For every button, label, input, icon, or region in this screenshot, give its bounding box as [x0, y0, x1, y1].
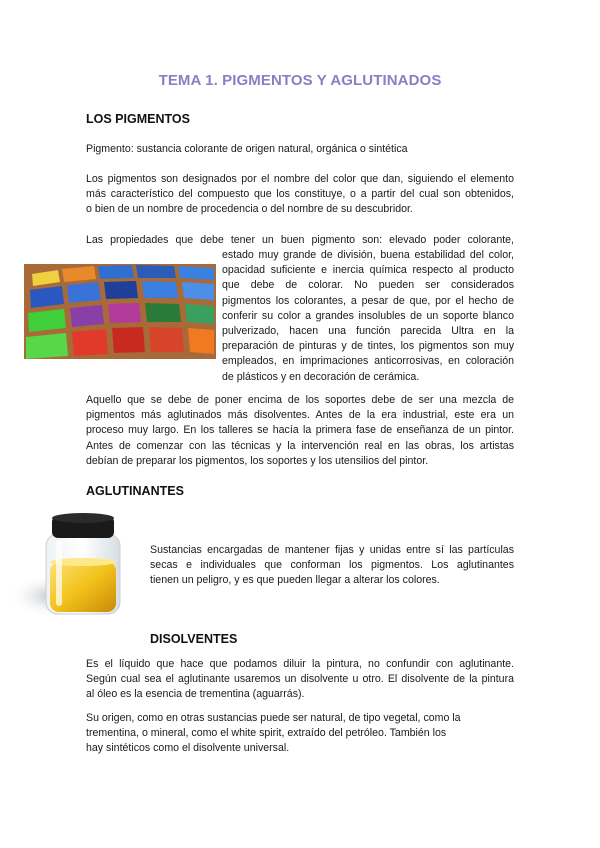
heading-pigmentos: LOS PIGMENTOS — [86, 112, 190, 126]
text-line: empleados, en imprimaciones anticorrosivas, en coloración — [222, 355, 514, 368]
text-line: Aquello que se debe de poner encima de los soportes debe de ser una mezcla de — [86, 394, 514, 406]
binder-jar-image — [6, 512, 146, 622]
pigmentos-paragraph-3 — [86, 393, 514, 469]
text-line: Los pigmentos son designados por el nombre del color que dan, siguiendo el elemento — [86, 173, 514, 185]
text-line: Las propiedades que debe tener un buen pigmento son: elevado poder colorante, — [86, 234, 514, 246]
text-line: de plásticos y en decoración de cerámica. — [222, 370, 420, 383]
pigmentos-paragraph-2-wrapped — [222, 248, 514, 385]
disolventes-paragraph-1 — [86, 657, 514, 703]
disolventes-paragraph-2 — [86, 711, 514, 757]
text-line: pigmentos más aglutinados más disolventes. Antes de la era industrial, este era un — [86, 409, 514, 422]
text-line: hay sintéticos como el disolvente universal. — [86, 742, 290, 755]
text-line: estado muy grande de división, buena estabilidad del color, — [222, 249, 514, 261]
page-title: TEMA 1. PIGMENTOS Y AGLUTINADOS — [158, 72, 442, 89]
pigmentos-paragraph-2-first — [86, 233, 514, 248]
text-line: Es el líquido que hace que podamos diluir la pintura, no confundir con aglutinante. — [86, 658, 514, 670]
heading-disolventes: DISOLVENTES — [150, 632, 238, 646]
aglutinantes-paragraph — [150, 543, 514, 589]
text-line: conferir su color a grandes insolubles de un soporte blanco — [222, 309, 514, 322]
pigmento-definition: Pigmento: sustancia colorante de origen natural, orgánica o sintética — [86, 143, 408, 155]
text-line: Su origen, como en otras sustancias puede ser natural, de tipo vegetal, como la — [86, 712, 461, 724]
text-line: pigmentos los colorantes, a pesar de que, por el hecho de — [222, 294, 514, 307]
text-line: más característico del compuesto que los constituye, o a partir del cual son obtenidos, — [86, 188, 514, 201]
text-line: al óleo es la esencia de trementina (aguarrás). — [86, 688, 305, 701]
text-line: trementina, o mineral, como el white spirit, extraído del petróleo. También los — [86, 727, 447, 740]
text-line: Antes de comenzar con las técnicas y la intervención real en las obras, los artistas — [86, 439, 514, 452]
text-line: secas e individuales que conforman los pigmentos. Los aglutinantes — [150, 559, 514, 572]
pigments-tray-image — [24, 264, 216, 359]
text-line: preparación de pinturas y de tintes, los pigmentos son muy — [222, 340, 514, 353]
text-line: proceso muy largo. En los talleres se hacía la primera fase de enseñanza de un pintor. — [86, 424, 514, 437]
text-line: o bien de un nombre de procedencia o del nombre de su descubridor. — [86, 203, 413, 216]
text-line: tienen un peligro, y es que pueden llegar a alterar los colores. — [150, 574, 440, 587]
text-line: opacidad suficiente e inercia química respecto al producto — [222, 264, 514, 277]
text-line: Según cual sea el aglutinante usaremos un disolvente u otro. El disolvente de la pintura — [86, 673, 514, 686]
text-line: que debe de colorar. No pueden ser considerados — [222, 279, 514, 292]
pigmentos-paragraph-1 — [86, 172, 514, 218]
heading-aglutinantes: AGLUTINANTES — [86, 484, 184, 498]
text-line: debían de preparar los pigmentos, los soportes y los utensilios del pintor. — [86, 454, 429, 467]
text-line: Sustancias encargadas de mantener fijas y unidas entre sí las partículas — [150, 544, 514, 556]
text-line: pulverizado, hacen una función parecida Ultra en la — [222, 325, 514, 338]
